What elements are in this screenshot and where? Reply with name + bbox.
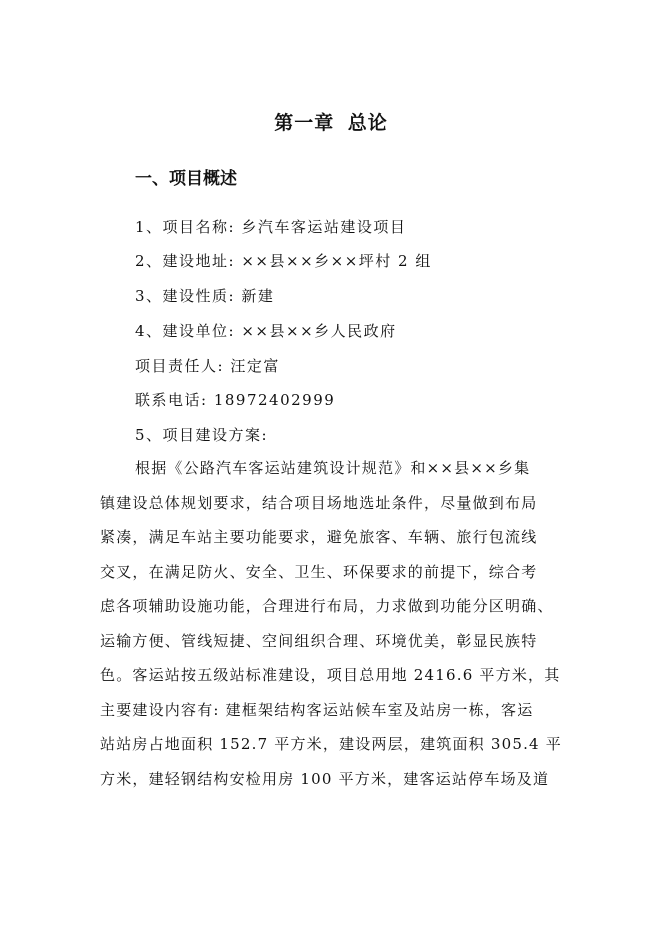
item-construction-nature: 3、建设性质: 新建 — [135, 287, 275, 305]
item-construction-unit: 4、建设单位: ××县××乡人民政府 — [135, 322, 397, 340]
item-contact-phone: 联系电话: 18972402999 — [135, 391, 336, 409]
item-project-name: 1、项目名称: 乡汽车客运站建设项目 — [135, 218, 407, 236]
item-construction-address: 2、建设地址: ××县××乡××坪村 2 组 — [135, 252, 432, 270]
paragraph-line: 站站房占地面积 152.7 平方米，建设两层，建筑面积 305.4 平 — [100, 735, 562, 753]
paragraph-line: 根据《公路汽车客运站建筑设计规范》和××县××乡集 — [135, 459, 531, 477]
paragraph-line: 紧凑，满足车站主要功能要求，避免旅客、车辆、旅行包流线 — [100, 528, 538, 546]
section-heading: 一、项目概述 — [135, 169, 237, 189]
chapter-title: 第一章 总论 — [274, 112, 388, 134]
paragraph-line: 虑各项辅助设施功能，合理进行布局，力求做到功能分区明确、 — [100, 597, 554, 615]
item-construction-plan: 5、项目建设方案: — [135, 426, 269, 444]
paragraph-line: 镇建设总体规划要求，结合项目场地选址条件，尽量做到布局 — [100, 493, 538, 512]
paragraph-line: 交叉，在满足防火、安全、卫生、环保要求的前提下，综合考 — [100, 562, 538, 581]
construction-plan-paragraph — [100, 451, 562, 796]
paragraph-line: 方米，建轻钢结构安检用房 100 平方米，建客运站停车场及道 — [100, 769, 550, 788]
paragraph-line: 色。客运站按五级站标准建设，项目总用地 2416.6 平方米，其 — [100, 666, 561, 684]
paragraph-line: 运输方便、管线短捷、空间组织合理、环境优美，彰显民族特 — [100, 631, 538, 650]
item-project-leader: 项目责任人: 汪定富 — [135, 357, 280, 375]
paragraph-line: 主要建设内容有: 建框架结构客运站候车室及站房一栋，客运 — [100, 700, 534, 719]
